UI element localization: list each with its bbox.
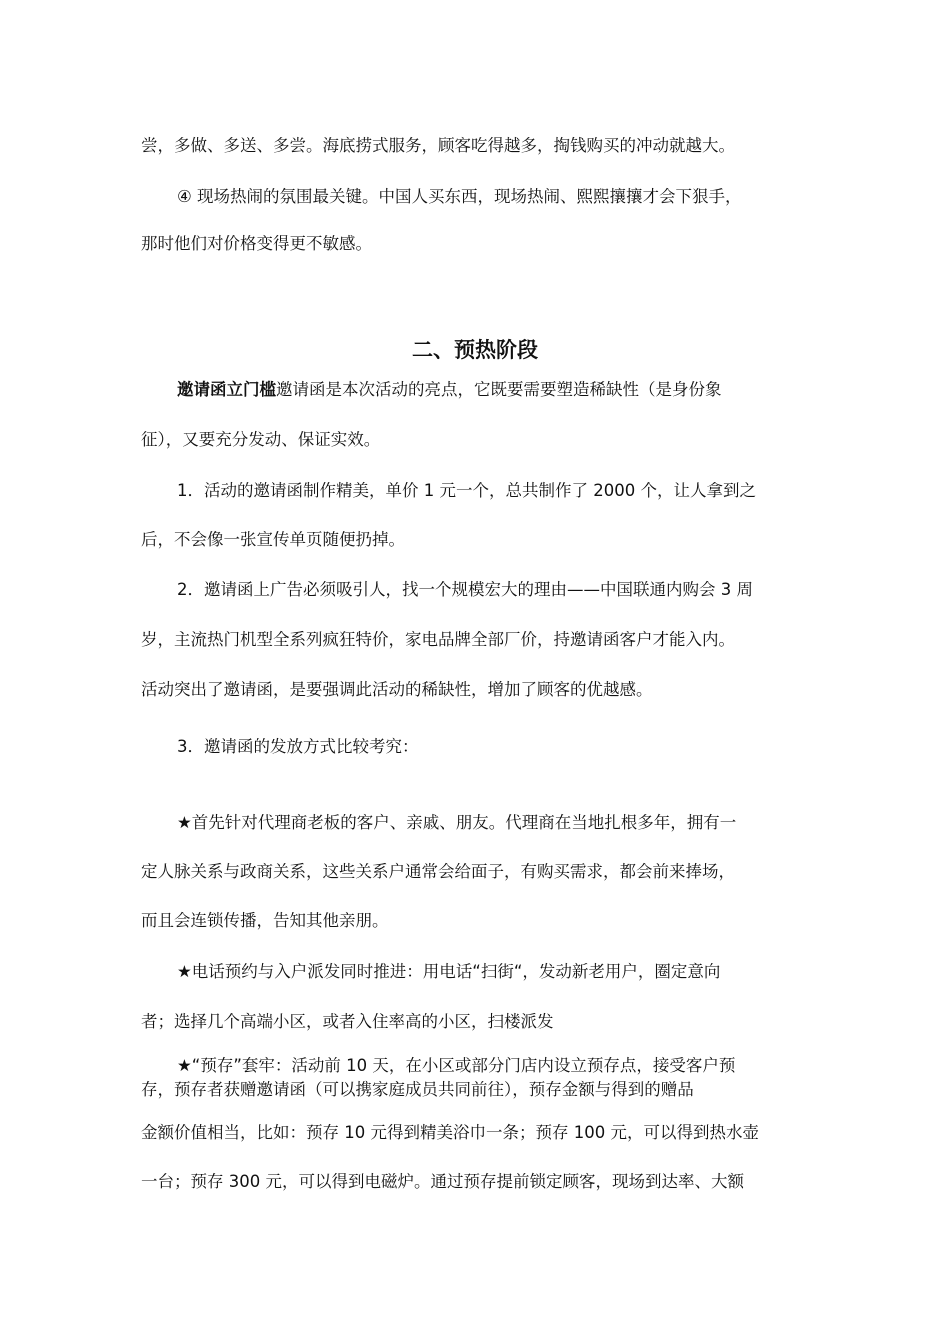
intro-text: 邀请函是本次活动的亮点，它既要需要塑造稀缺性（是身份象: [276, 380, 722, 399]
paragraph-line: 金额价值相当，比如：预存 10 元得到精美浴巾一条；预存 100 元，可以得到热水壶: [141, 1123, 759, 1142]
paragraph-line: 征），又要充分发动、保证实效。: [141, 430, 381, 449]
paragraph-line: 2．邀请函上广告必须吸引人，找一个规模宏大的理由——中国联通内购会 3 周: [177, 580, 753, 599]
paragraph-line: 活动突出了邀请函，是要强调此活动的稀缺性，增加了顾客的优越感。: [141, 680, 653, 699]
paragraph-line: 3．邀请函的发放方式比较考究：: [177, 737, 419, 756]
paragraph-line: ★电话预约与入户派发同时推进：用电话“扫街“，发动新老用户，圈定意向: [177, 962, 721, 981]
paragraph-line: 后，不会像一张宣传单页随便扔掉。: [141, 530, 405, 549]
paragraph-line: ④ 现场热闹的氛围最关键。中国人买东西，现场热闹、熙熙攘攘才会下狠手，: [177, 187, 742, 206]
paragraph-line: 存，预存者获赠邀请函（可以携家庭成员共同前往），预存金额与得到的赠品: [141, 1080, 694, 1099]
paragraph-line: [177, 380, 722, 400]
paragraph-line: 定人脉关系与政商关系，这些关系户通常会给面子，有购买需求，都会前来捧场，: [141, 862, 735, 881]
paragraph-line: ★“预存”套牢：活动前 10 天，在小区或部分门店内设立预存点，接受客户预: [177, 1056, 736, 1075]
paragraph-line: 尝，多做、多送、多尝。海底捞式服务，顾客吃得越多，掏钱购买的冲动就越大。: [141, 136, 735, 155]
paragraph-line: 者；选择几个高端小区，或者入住率高的小区，扫楼派发: [141, 1012, 554, 1031]
paragraph-line: ★首先针对代理商老板的客户、亲戚、朋友。代理商在当地扎根多年，拥有一: [177, 813, 737, 832]
paragraph-line: 1．活动的邀请函制作精美，单价 1 元一个，总共制作了 2000 个，让人拿到之: [177, 481, 756, 500]
intro-bold-label: 邀请函立门槛: [177, 380, 276, 399]
paragraph-line: 一台；预存 300 元，可以得到电磁炉。通过预存提前锁定顾客，现场到达率、大额: [141, 1172, 744, 1191]
section-heading: 二、预热阶段: [412, 338, 538, 362]
paragraph-line: 岁，主流热门机型全系列疯狂特价，家电品牌全部厂价，持邀请函客户才能入内。: [141, 630, 735, 649]
paragraph-line: 而且会连锁传播，告知其他亲朋。: [141, 911, 389, 930]
paragraph-line: 那时他们对价格变得更不敏感。: [141, 234, 372, 253]
